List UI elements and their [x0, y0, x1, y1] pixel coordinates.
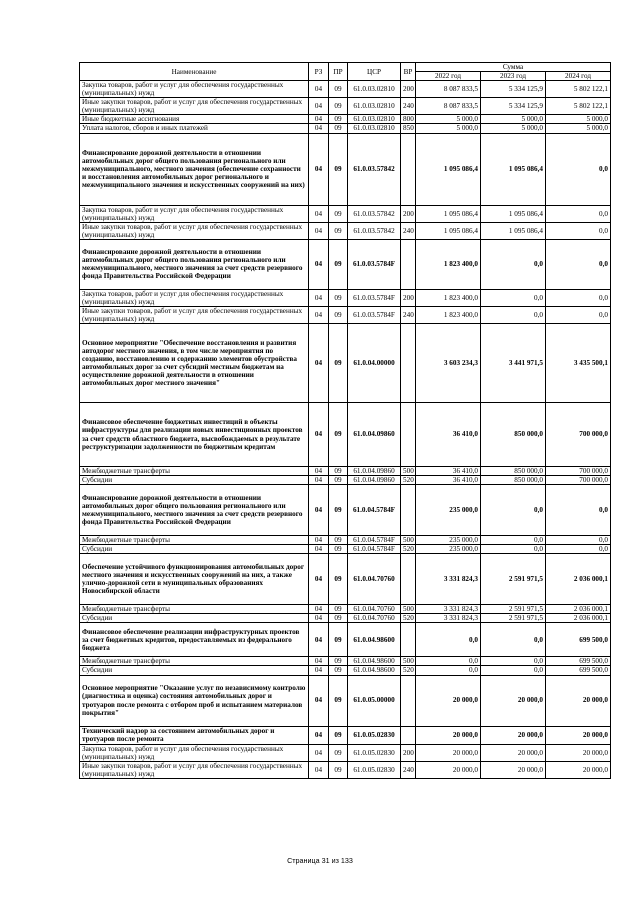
cell-sum-2022: 1 823 400,0	[416, 239, 481, 289]
cell-sum-2022: 1 095 086,4	[416, 133, 481, 205]
cell-csr: 61.0.03.5784F	[348, 289, 401, 306]
cell-sum-2023: 0,0	[481, 485, 546, 536]
cell-sum-2022: 0,0	[416, 623, 481, 657]
cell-rz: 04	[309, 605, 329, 614]
cell-csr: 61.0.05.00000	[348, 675, 401, 726]
cell-vr: 240	[401, 222, 416, 239]
cell-sum-2023: 2 591 971,5	[481, 554, 546, 605]
cell-name: Иные бюджетные ассигнования	[80, 115, 309, 124]
cell-name: Субсидии	[80, 545, 309, 554]
cell-rz: 04	[309, 306, 329, 323]
cell-vr	[401, 623, 416, 657]
cell-rz: 04	[309, 614, 329, 623]
cell-sum-2024: 0,0	[546, 536, 611, 545]
header-year-2022: 2022 год	[416, 72, 481, 81]
table-row	[80, 536, 611, 545]
cell-name: Межбюджетные трансферты	[80, 605, 309, 614]
cell-sum-2022: 1 095 086,4	[416, 205, 481, 222]
cell-sum-2024: 699 500,0	[546, 666, 611, 675]
cell-vr: 850	[401, 124, 416, 133]
cell-pr: 09	[329, 545, 348, 554]
cell-csr: 61.0.04.98600	[348, 623, 401, 657]
cell-csr: 61.0.03.02810	[348, 124, 401, 133]
table-row	[80, 485, 611, 536]
cell-sum-2022: 20 000,0	[416, 675, 481, 726]
cell-sum-2023: 2 591 971,5	[481, 614, 546, 623]
table-row	[80, 726, 611, 744]
cell-name: Основное мероприятие "Обеспечение восстановления и развития автодорог местного значения, в том числе мероприятия по созданию, восстановлению и содержанию элементов обустройства автомобильных дорог за счет субсидий местным бюджетам на осуществление дорожной деятельности в отношении автомобильных дорог местного значения"	[80, 324, 309, 403]
cell-vr: 520	[401, 614, 416, 623]
cell-sum-2022: 235 000,0	[416, 545, 481, 554]
cell-name: Межбюджетные трансферты	[80, 657, 309, 666]
cell-pr: 09	[329, 133, 348, 205]
cell-sum-2023: 0,0	[481, 623, 546, 657]
cell-rz: 04	[309, 124, 329, 133]
cell-rz: 04	[309, 403, 329, 467]
table-row	[80, 306, 611, 323]
cell-pr: 09	[329, 761, 348, 778]
cell-name: Финансирование дорожной деятельности в отношении автомобильных дорог общего пользования регионального или межмуниципального, местного значения за счет средств резервного фонда Правительства Российской Федерации	[80, 485, 309, 536]
cell-pr: 09	[329, 222, 348, 239]
table-row	[80, 545, 611, 554]
table-row	[80, 623, 611, 657]
cell-csr: 61.0.03.5784F	[348, 239, 401, 289]
cell-sum-2022: 1 823 400,0	[416, 289, 481, 306]
cell-sum-2024: 5 802 122,1	[546, 98, 611, 115]
cell-pr: 09	[329, 675, 348, 726]
cell-rz: 04	[309, 133, 329, 205]
cell-csr: 61.0.05.02830	[348, 761, 401, 778]
cell-sum-2024: 2 036 000,1	[546, 554, 611, 605]
table-row	[80, 605, 611, 614]
cell-sum-2023: 1 095 086,4	[481, 205, 546, 222]
cell-sum-2022: 20 000,0	[416, 726, 481, 744]
cell-name: Технический надзор за состоянием автомобильных дорог и тротуаров после ремонта	[80, 726, 309, 744]
table-row	[80, 115, 611, 124]
cell-name: Субсидии	[80, 476, 309, 485]
cell-sum-2024: 20 000,0	[546, 744, 611, 761]
cell-csr: 61.0.03.57842	[348, 205, 401, 222]
table-row	[80, 124, 611, 133]
cell-pr: 09	[329, 115, 348, 124]
cell-name: Финансовое обеспечение бюджетных инвестиций в объекты инфраструктуры для реализации новых инвестиционных проектов за счет средств областного бюджета, высвобождаемых в результате реструктуризации задолженности по бюджетным кредитам	[80, 403, 309, 467]
cell-sum-2022: 36 410,0	[416, 467, 481, 476]
cell-sum-2022: 0,0	[416, 657, 481, 666]
header-csr: ЦСР	[348, 63, 401, 81]
cell-vr: 200	[401, 289, 416, 306]
cell-sum-2024: 0,0	[546, 239, 611, 289]
cell-sum-2024: 699 500,0	[546, 623, 611, 657]
cell-sum-2024: 0,0	[546, 485, 611, 536]
cell-sum-2022: 36 410,0	[416, 403, 481, 467]
cell-name: Межбюджетные трансферты	[80, 536, 309, 545]
table-row	[80, 476, 611, 485]
table-row	[80, 98, 611, 115]
cell-sum-2024: 700 000,0	[546, 467, 611, 476]
cell-pr: 09	[329, 744, 348, 761]
cell-sum-2023: 0,0	[481, 545, 546, 554]
cell-pr: 09	[329, 485, 348, 536]
cell-sum-2022: 3 331 824,3	[416, 605, 481, 614]
header-vr: ВР	[401, 63, 416, 81]
cell-vr	[401, 675, 416, 726]
cell-vr: 200	[401, 744, 416, 761]
table-row	[80, 205, 611, 222]
cell-rz: 04	[309, 744, 329, 761]
cell-rz: 04	[309, 761, 329, 778]
table-row	[80, 239, 611, 289]
cell-vr	[401, 133, 416, 205]
cell-name: Закупка товаров, работ и услуг для обеспечения государственных (муниципальных) нужд	[80, 205, 309, 222]
cell-rz: 04	[309, 476, 329, 485]
cell-rz: 04	[309, 675, 329, 726]
cell-name: Иные закупки товаров, работ и услуг для обеспечения государственных (муниципальных) нужд	[80, 306, 309, 323]
cell-sum-2024: 5 000,0	[546, 124, 611, 133]
header-year-2024: 2024 год	[546, 72, 611, 81]
cell-rz: 04	[309, 666, 329, 675]
cell-vr: 520	[401, 545, 416, 554]
cell-csr: 61.0.04.09860	[348, 403, 401, 467]
cell-sum-2023: 850 000,0	[481, 403, 546, 467]
cell-sum-2023: 2 591 971,5	[481, 605, 546, 614]
cell-name: Иные закупки товаров, работ и услуг для обеспечения государственных (муниципальных) нужд	[80, 761, 309, 778]
cell-vr	[401, 239, 416, 289]
cell-sum-2024: 0,0	[546, 133, 611, 205]
cell-pr: 09	[329, 657, 348, 666]
cell-csr: 61.0.04.5784F	[348, 545, 401, 554]
cell-sum-2022: 3 603 234,3	[416, 324, 481, 403]
cell-sum-2023: 0,0	[481, 536, 546, 545]
cell-name: Финансирование дорожной деятельности в отношении автомобильных дорог общего пользования регионального или межмуниципального, местного значения за счет средств резервного фонда Правительства Российской Федерации	[80, 239, 309, 289]
cell-sum-2024: 700 000,0	[546, 403, 611, 467]
table-row	[80, 81, 611, 98]
cell-sum-2022: 5 000,0	[416, 115, 481, 124]
cell-name: Уплата налогов, сборов и иных платежей	[80, 124, 309, 133]
table-row	[80, 133, 611, 205]
table-row	[80, 744, 611, 761]
cell-vr: 500	[401, 467, 416, 476]
cell-csr: 61.0.03.02810	[348, 81, 401, 98]
cell-sum-2024: 0,0	[546, 306, 611, 323]
cell-sum-2022: 5 000,0	[416, 124, 481, 133]
cell-sum-2024: 20 000,0	[546, 761, 611, 778]
cell-rz: 04	[309, 545, 329, 554]
cell-vr	[401, 554, 416, 605]
cell-sum-2024: 700 000,0	[546, 476, 611, 485]
table-row	[80, 666, 611, 675]
cell-sum-2023: 850 000,0	[481, 467, 546, 476]
cell-rz: 04	[309, 536, 329, 545]
cell-name: Субсидии	[80, 614, 309, 623]
cell-sum-2022: 8 087 833,5	[416, 98, 481, 115]
cell-rz: 04	[309, 98, 329, 115]
cell-csr: 61.0.03.57842	[348, 133, 401, 205]
cell-pr: 09	[329, 98, 348, 115]
cell-csr: 61.0.04.70760	[348, 605, 401, 614]
cell-rz: 04	[309, 81, 329, 98]
budget-table	[79, 62, 611, 779]
cell-sum-2023: 5 334 125,9	[481, 81, 546, 98]
cell-csr: 61.0.04.09860	[348, 467, 401, 476]
cell-sum-2024: 0,0	[546, 205, 611, 222]
header-rz: РЗ	[309, 63, 329, 81]
cell-sum-2022: 20 000,0	[416, 744, 481, 761]
cell-vr: 520	[401, 476, 416, 485]
cell-vr: 520	[401, 666, 416, 675]
cell-csr: 61.0.03.02810	[348, 98, 401, 115]
cell-sum-2022: 3 331 824,3	[416, 614, 481, 623]
cell-rz: 04	[309, 623, 329, 657]
cell-vr: 200	[401, 205, 416, 222]
table-body	[80, 81, 611, 779]
cell-sum-2023: 20 000,0	[481, 761, 546, 778]
cell-name: Закупка товаров, работ и услуг для обеспечения государственных (муниципальных) нужд	[80, 81, 309, 98]
cell-sum-2024: 0,0	[546, 289, 611, 306]
cell-sum-2023: 5 334 125,9	[481, 98, 546, 115]
cell-csr: 61.0.04.09860	[348, 476, 401, 485]
cell-sum-2023: 0,0	[481, 239, 546, 289]
table-row	[80, 324, 611, 403]
cell-sum-2024: 20 000,0	[546, 675, 611, 726]
cell-pr: 09	[329, 324, 348, 403]
cell-pr: 09	[329, 467, 348, 476]
cell-vr: 240	[401, 306, 416, 323]
cell-pr: 09	[329, 124, 348, 133]
cell-vr	[401, 485, 416, 536]
cell-sum-2024: 20 000,0	[546, 726, 611, 744]
cell-sum-2023: 0,0	[481, 657, 546, 666]
cell-pr: 09	[329, 605, 348, 614]
cell-pr: 09	[329, 239, 348, 289]
cell-rz: 04	[309, 467, 329, 476]
page-number: Страница 31 из 133	[287, 856, 353, 865]
cell-csr: 61.0.04.98600	[348, 666, 401, 675]
cell-sum-2022: 1 823 400,0	[416, 306, 481, 323]
cell-pr: 09	[329, 536, 348, 545]
cell-pr: 09	[329, 205, 348, 222]
cell-name: Межбюджетные трансферты	[80, 467, 309, 476]
cell-pr: 09	[329, 614, 348, 623]
cell-sum-2022: 235 000,0	[416, 536, 481, 545]
cell-sum-2023: 5 000,0	[481, 115, 546, 124]
cell-sum-2024: 2 036 000,1	[546, 605, 611, 614]
cell-sum-2023: 0,0	[481, 306, 546, 323]
cell-vr: 500	[401, 657, 416, 666]
cell-rz: 04	[309, 554, 329, 605]
cell-csr: 61.0.05.02830	[348, 744, 401, 761]
cell-vr: 240	[401, 98, 416, 115]
header-pr: ПР	[329, 63, 348, 81]
cell-sum-2024: 3 435 500,1	[546, 324, 611, 403]
cell-name: Основное мероприятие "Оказание услуг по независимому контролю (диагностика и оценка) состояния автомобильных дорог и тротуаров после ремонта с отбором проб и испытанием материалов покрытия"	[80, 675, 309, 726]
cell-rz: 04	[309, 324, 329, 403]
cell-name: Иные закупки товаров, работ и услуг для обеспечения государственных (муниципальных) нужд	[80, 222, 309, 239]
cell-sum-2023: 1 095 086,4	[481, 222, 546, 239]
cell-pr: 09	[329, 289, 348, 306]
cell-name: Закупка товаров, работ и услуг для обеспечения государственных (муниципальных) нужд	[80, 744, 309, 761]
cell-csr: 61.0.04.70760	[348, 554, 401, 605]
cell-vr: 240	[401, 761, 416, 778]
cell-csr: 61.0.03.57842	[348, 222, 401, 239]
cell-csr: 61.0.04.98600	[348, 657, 401, 666]
table-row	[80, 614, 611, 623]
cell-sum-2024: 5 000,0	[546, 115, 611, 124]
table-row	[80, 403, 611, 467]
cell-sum-2022: 0,0	[416, 666, 481, 675]
cell-sum-2022: 36 410,0	[416, 476, 481, 485]
cell-csr: 61.0.03.5784F	[348, 306, 401, 323]
table-row	[80, 761, 611, 778]
cell-name: Закупка товаров, работ и услуг для обеспечения государственных (муниципальных) нужд	[80, 289, 309, 306]
cell-rz: 04	[309, 205, 329, 222]
cell-sum-2023: 0,0	[481, 289, 546, 306]
cell-sum-2023: 850 000,0	[481, 476, 546, 485]
cell-vr: 800	[401, 115, 416, 124]
cell-rz: 04	[309, 485, 329, 536]
cell-name: Обеспечение устойчивого функционирования автомобильных дорог местного значения и искусственных сооружений на них, а также улично-дорожной сети в муниципальных образованиях Новосибирской области	[80, 554, 309, 605]
table-row	[80, 467, 611, 476]
cell-vr: 500	[401, 536, 416, 545]
header-year-2023: 2023 год	[481, 72, 546, 81]
cell-name: Субсидии	[80, 666, 309, 675]
header-name: Наименование	[80, 63, 309, 81]
cell-csr: 61.0.03.02810	[348, 115, 401, 124]
cell-rz: 04	[309, 657, 329, 666]
cell-sum-2023: 0,0	[481, 666, 546, 675]
cell-pr: 09	[329, 476, 348, 485]
cell-sum-2024: 5 802 122,1	[546, 81, 611, 98]
cell-sum-2023: 5 000,0	[481, 124, 546, 133]
table-row	[80, 657, 611, 666]
cell-pr: 09	[329, 623, 348, 657]
cell-sum-2022: 20 000,0	[416, 761, 481, 778]
cell-sum-2022: 3 331 824,3	[416, 554, 481, 605]
cell-rz: 04	[309, 222, 329, 239]
cell-vr	[401, 403, 416, 467]
cell-sum-2024: 0,0	[546, 545, 611, 554]
cell-name: Финансирование дорожной деятельности в отношении автомобильных дорог общего пользования регионального или межмуниципального, местного значения (обеспечение сохранности и восстановления автомобильных дорог регионального и межмуниципального значения и искусственных сооружений на них)	[80, 133, 309, 205]
cell-sum-2024: 0,0	[546, 222, 611, 239]
table-row	[80, 289, 611, 306]
cell-csr: 61.0.04.5784F	[348, 485, 401, 536]
cell-csr: 61.0.04.5784F	[348, 536, 401, 545]
table-row	[80, 554, 611, 605]
cell-sum-2023: 20 000,0	[481, 675, 546, 726]
cell-csr: 61.0.05.02830	[348, 726, 401, 744]
cell-pr: 09	[329, 81, 348, 98]
cell-sum-2023: 20 000,0	[481, 726, 546, 744]
cell-pr: 09	[329, 554, 348, 605]
cell-sum-2023: 20 000,0	[481, 744, 546, 761]
cell-name: Финансовое обеспечение реализации инфраструктурных проектов за счет бюджетных кредитов, предоставляемых из федерального бюджета	[80, 623, 309, 657]
cell-vr	[401, 726, 416, 744]
cell-sum-2023: 3 441 971,5	[481, 324, 546, 403]
cell-vr	[401, 324, 416, 403]
cell-sum-2022: 235 000,0	[416, 485, 481, 536]
table-row	[80, 675, 611, 726]
cell-csr: 61.0.04.00000	[348, 324, 401, 403]
cell-csr: 61.0.04.70760	[348, 614, 401, 623]
cell-sum-2022: 1 095 086,4	[416, 222, 481, 239]
budget-table-container	[79, 62, 610, 779]
cell-pr: 09	[329, 666, 348, 675]
cell-rz: 04	[309, 289, 329, 306]
cell-rz: 04	[309, 726, 329, 744]
cell-sum-2022: 8 087 833,5	[416, 81, 481, 98]
cell-sum-2024: 699 500,0	[546, 657, 611, 666]
cell-rz: 04	[309, 115, 329, 124]
cell-sum-2023: 1 095 086,4	[481, 133, 546, 205]
cell-sum-2024: 2 036 000,1	[546, 614, 611, 623]
table-row	[80, 222, 611, 239]
cell-pr: 09	[329, 306, 348, 323]
cell-vr: 200	[401, 81, 416, 98]
cell-pr: 09	[329, 726, 348, 744]
header-sum: Сумма	[416, 63, 611, 72]
cell-vr: 500	[401, 605, 416, 614]
cell-rz: 04	[309, 239, 329, 289]
cell-name: Иные закупки товаров, работ и услуг для обеспечения государственных (муниципальных) нужд	[80, 98, 309, 115]
cell-pr: 09	[329, 403, 348, 467]
